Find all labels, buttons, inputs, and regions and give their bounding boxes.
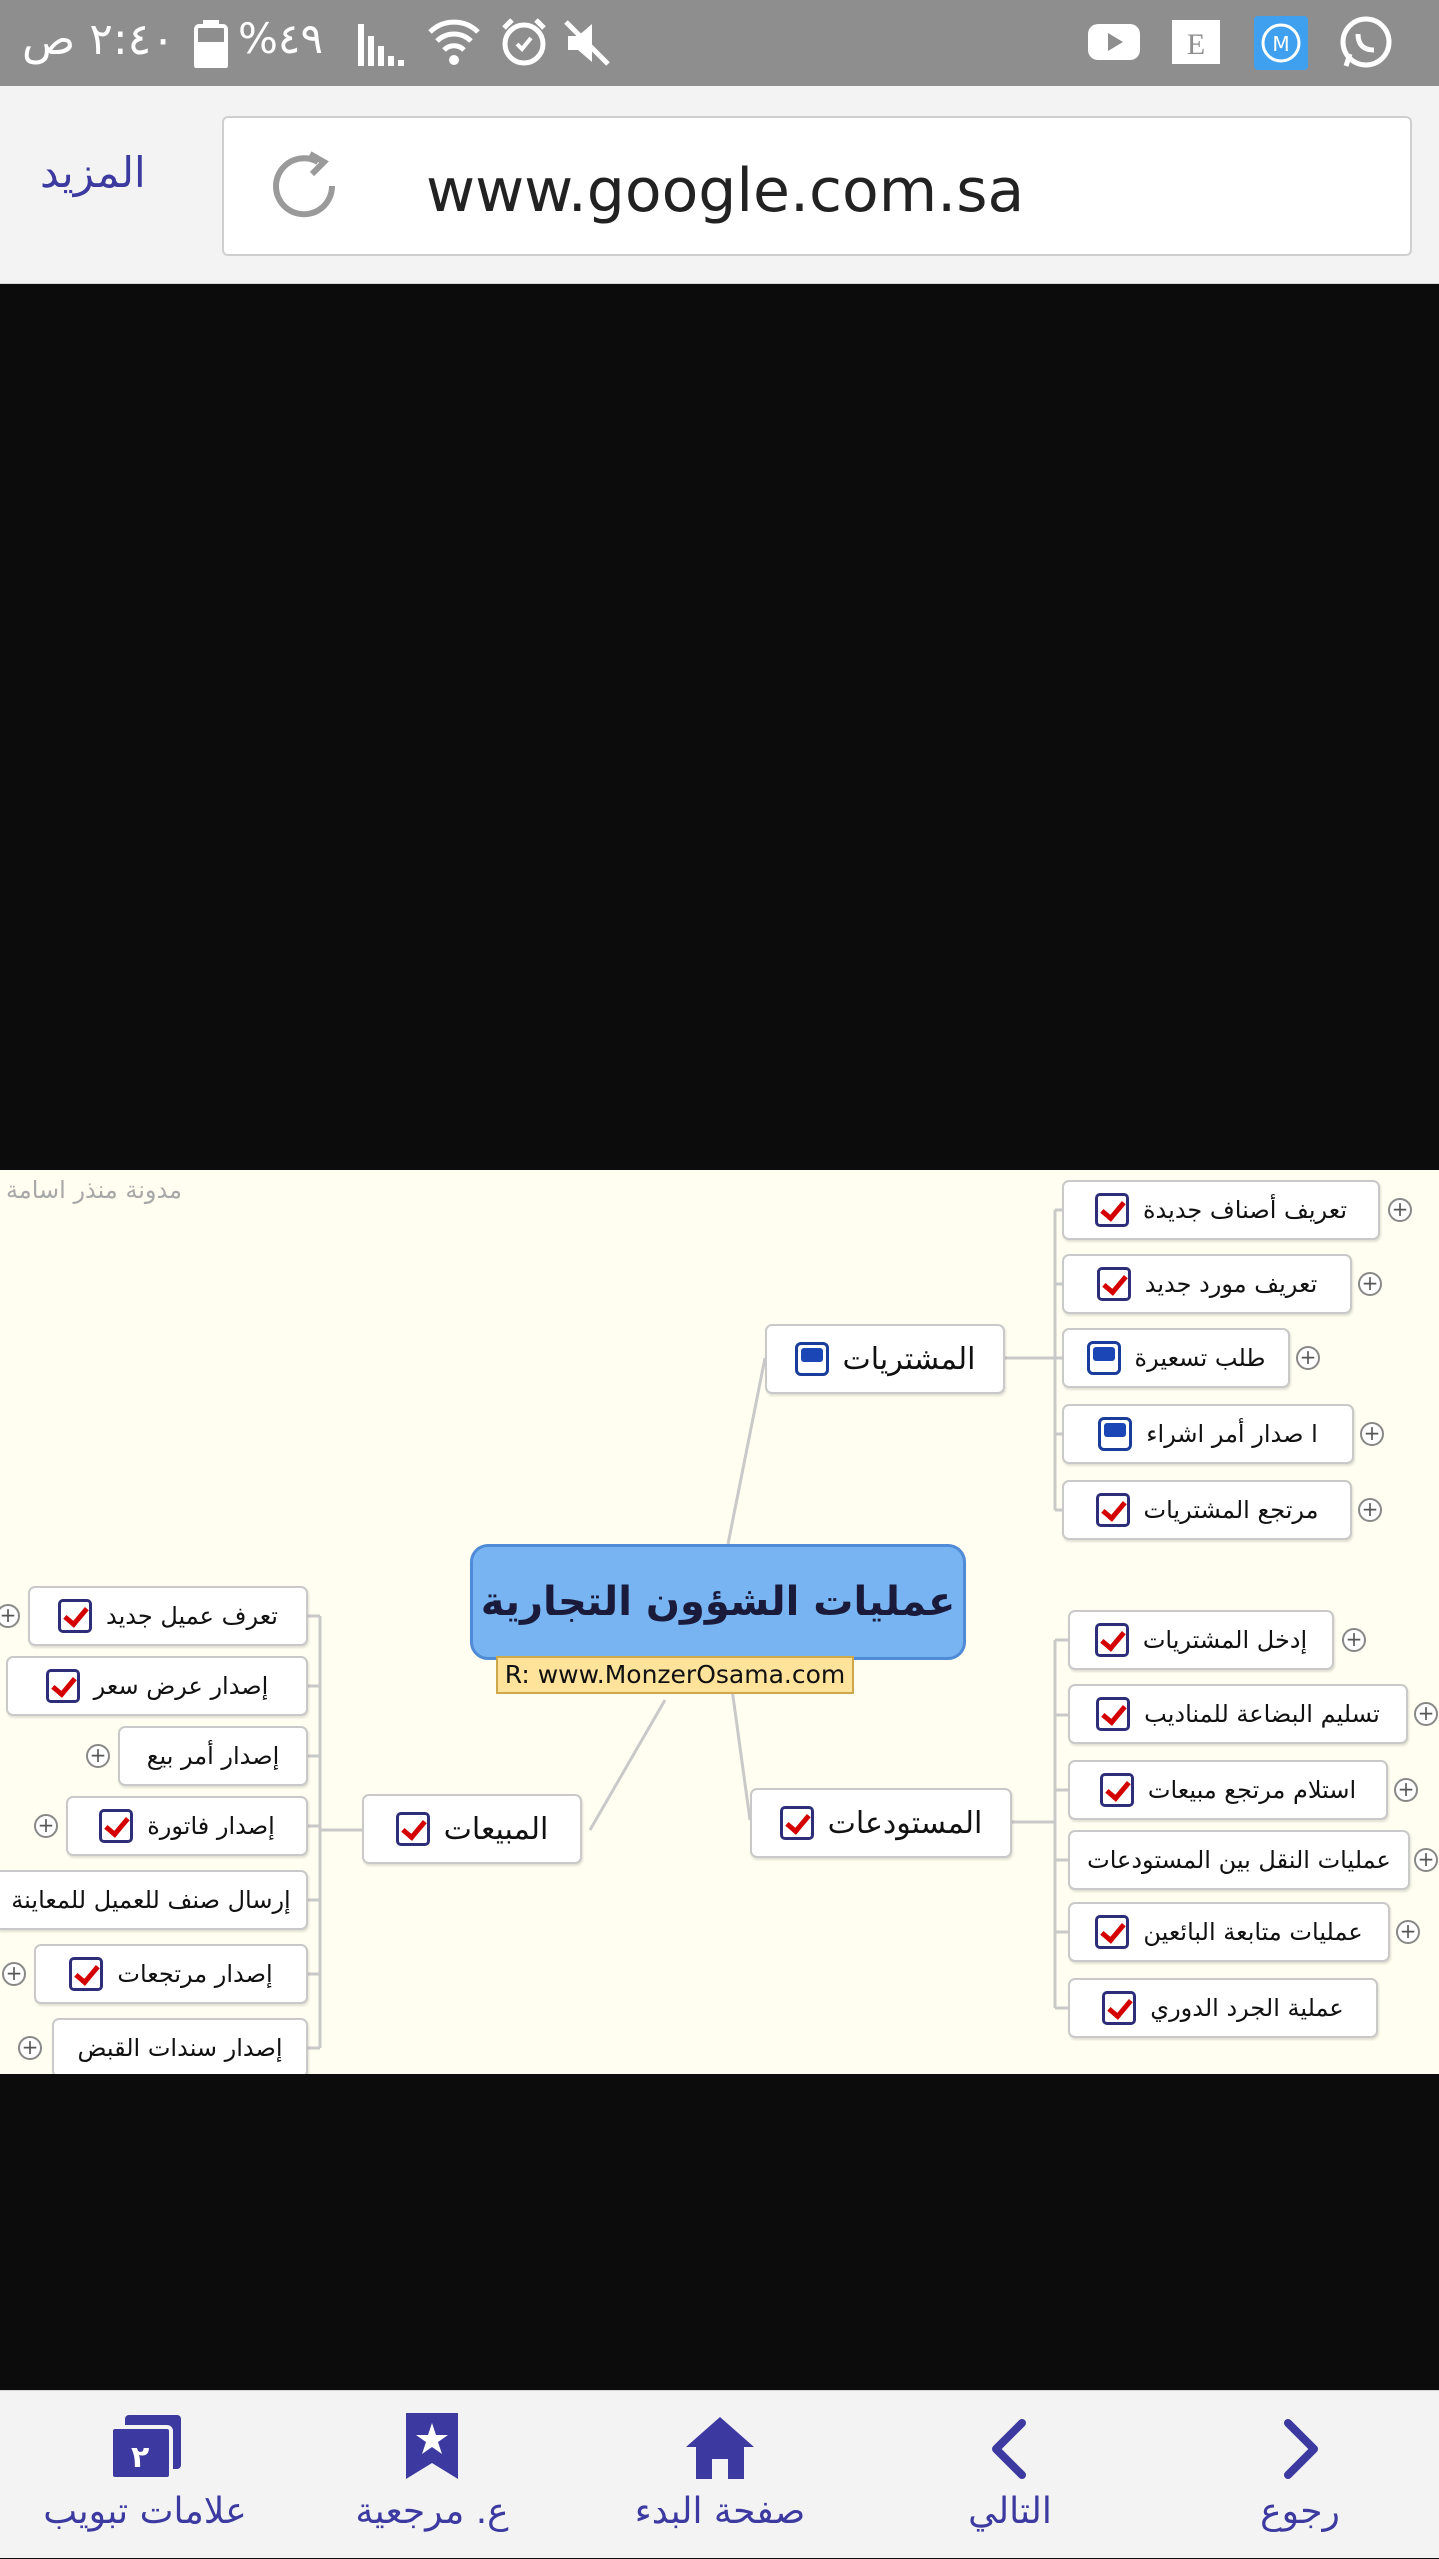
status-time: ٢:٤٠ ص <box>22 14 175 65</box>
address-bar[interactable] <box>222 116 1412 256</box>
node-label: تسليم البضاعة للمناديب <box>1144 1700 1380 1728</box>
branch-label: المشتريات <box>842 1341 976 1377</box>
checkbox-checked-icon <box>1096 1493 1130 1527</box>
node-purchases-1[interactable] <box>1062 1180 1380 1240</box>
bottom-navigation <box>0 2390 1439 2558</box>
node-purchases-4[interactable] <box>1062 1404 1354 1464</box>
expand-icon[interactable]: + <box>1396 1920 1420 1944</box>
node-warehouses-6[interactable] <box>1068 1978 1378 2038</box>
node-label: عمليات النقل بين المستودعات <box>1087 1846 1391 1874</box>
browser-toolbar <box>0 86 1439 284</box>
node-sales-5[interactable] <box>0 1870 308 1930</box>
whatsapp-icon <box>1338 14 1394 74</box>
node-sales-1[interactable] <box>28 1586 308 1646</box>
home-icon <box>682 2391 758 2481</box>
node-warehouses-2[interactable] <box>1068 1684 1408 1744</box>
chevron-right-icon <box>1276 2391 1324 2481</box>
svg-text:M: M <box>1272 32 1290 56</box>
node-label: إرسال صنف للعميل للمعاينة <box>11 1886 291 1914</box>
mindmap-image[interactable] <box>0 1170 1439 2074</box>
node-purchases-3[interactable] <box>1062 1328 1290 1388</box>
node-label: إصدار عرض سعر <box>93 1672 269 1700</box>
expand-icon[interactable]: + <box>86 1744 110 1768</box>
partial-task-icon <box>1087 1341 1121 1375</box>
node-label: إصدار أمر بيع <box>146 1742 280 1770</box>
e-icon <box>1172 20 1220 68</box>
partial-task-icon <box>1098 1417 1132 1451</box>
back-button[interactable] <box>1220 2391 1380 2559</box>
svg-text:E: E <box>1186 28 1206 61</box>
expand-icon[interactable]: + <box>1358 1498 1382 1522</box>
reload-icon[interactable] <box>266 148 342 228</box>
checkbox-checked-icon <box>1096 1697 1130 1731</box>
node-sales-2[interactable] <box>6 1656 308 1716</box>
bookmarks-label: ع. مرجعية <box>355 2491 509 2532</box>
expand-icon[interactable]: + <box>1414 1702 1438 1726</box>
branch-label: المستودعات <box>827 1805 983 1841</box>
expand-icon[interactable]: + <box>1360 1422 1384 1446</box>
node-label: إصدار سندات القبض <box>77 2034 283 2062</box>
node-purchases-2[interactable] <box>1062 1254 1352 1314</box>
node-label: تعريف مورد جديد <box>1144 1270 1318 1298</box>
node-label: عمليات متابعة البائعين <box>1143 1918 1363 1946</box>
node-purchases-5[interactable] <box>1062 1480 1352 1540</box>
expand-icon[interactable]: + <box>1414 1848 1438 1872</box>
tabs-button[interactable] <box>30 2391 260 2559</box>
node-warehouses-5[interactable] <box>1068 1902 1390 1962</box>
tab-count: ٢ <box>131 2440 150 2475</box>
partial-task-icon <box>795 1342 829 1376</box>
expand-icon[interactable]: + <box>0 1604 20 1628</box>
checkbox-checked-icon <box>58 1599 92 1633</box>
checkbox-checked-icon <box>780 1806 814 1840</box>
reference-label: R: www.MonzerOsama.com <box>496 1656 854 1694</box>
branch-label: المبيعات <box>443 1811 549 1847</box>
node-label: عملية الجرد الدوري <box>1150 1994 1344 2022</box>
node-warehouses-1[interactable] <box>1068 1610 1334 1670</box>
node-warehouses-4[interactable] <box>1068 1830 1410 1890</box>
branch-purchases[interactable] <box>765 1324 1005 1394</box>
node-label: إدخل المشتريات <box>1142 1626 1308 1654</box>
messenger-icon <box>1254 16 1308 74</box>
next-button[interactable] <box>930 2391 1090 2559</box>
image-viewer <box>0 284 1439 2390</box>
node-sales-7[interactable] <box>52 2018 308 2074</box>
checkbox-checked-icon <box>99 1809 133 1843</box>
expand-icon[interactable]: + <box>1394 1778 1418 1802</box>
chevron-left-icon <box>986 2391 1034 2481</box>
mute-icon <box>562 18 612 72</box>
expand-icon[interactable]: + <box>1388 1198 1412 1222</box>
bookmarks-button[interactable] <box>340 2391 524 2559</box>
branch-warehouses[interactable] <box>750 1788 1012 1858</box>
checkbox-checked-icon <box>1100 1773 1134 1807</box>
tabs-icon <box>105 2391 185 2481</box>
battery-percent: %٤٩ <box>238 14 324 63</box>
signal-icon <box>356 20 408 72</box>
home-label: صفحة البدء <box>634 2491 806 2532</box>
home-button[interactable] <box>620 2391 820 2559</box>
node-label: طلب تسعيرة <box>1134 1344 1266 1372</box>
expand-icon[interactable]: + <box>18 2036 42 2060</box>
url-text[interactable]: www.google.com.sa <box>426 156 1025 226</box>
node-sales-4[interactable] <box>66 1796 308 1856</box>
node-warehouses-3[interactable] <box>1068 1760 1388 1820</box>
node-label: إصدار مرتجعات <box>117 1960 273 1988</box>
checkbox-checked-icon <box>1102 1991 1136 2025</box>
central-topic[interactable]: عمليات الشؤون التجارية <box>470 1544 966 1660</box>
more-button[interactable]: المزيد <box>40 148 146 197</box>
node-label: استلام مرتجع مبيعات <box>1147 1776 1357 1804</box>
checkbox-checked-icon <box>69 1957 103 1991</box>
checkbox-checked-icon <box>1095 1915 1129 1949</box>
checkbox-checked-icon <box>1095 1193 1129 1227</box>
node-sales-6[interactable] <box>34 1944 308 2004</box>
expand-icon[interactable]: + <box>1358 1272 1382 1296</box>
wifi-icon <box>426 14 482 74</box>
battery-icon <box>194 20 228 72</box>
node-label: إصدار فاتورة <box>147 1812 275 1840</box>
checkbox-checked-icon <box>396 1812 430 1846</box>
tabs-label: علامات تبويب <box>43 2491 247 2532</box>
status-bar <box>0 0 1439 86</box>
checkbox-checked-icon <box>46 1669 80 1703</box>
checkbox-checked-icon <box>1095 1623 1129 1657</box>
node-label: ا صدار أمر اشراء <box>1146 1420 1318 1448</box>
node-label: مرتجع المشتريات <box>1143 1496 1319 1524</box>
node-label: تعرف عميل جديد <box>106 1602 278 1630</box>
alarm-icon <box>500 16 548 72</box>
back-label: رجوع <box>1260 2491 1340 2532</box>
youtube-icon <box>1088 22 1140 66</box>
next-label: التالي <box>968 2491 1052 2532</box>
expand-icon[interactable]: + <box>1342 1628 1366 1652</box>
branch-sales[interactable] <box>362 1794 582 1864</box>
checkbox-checked-icon <box>1097 1267 1131 1301</box>
node-label: تعريف أصناف جديدة <box>1142 1196 1348 1224</box>
bookmark-star-icon <box>402 2391 462 2481</box>
node-sales-3[interactable] <box>118 1726 308 1786</box>
expand-icon[interactable]: + <box>1296 1346 1320 1370</box>
watermark: مدونة منذر اسامة <box>6 1176 182 1204</box>
expand-icon[interactable]: + <box>34 1814 58 1838</box>
expand-icon[interactable]: + <box>2 1962 26 1986</box>
